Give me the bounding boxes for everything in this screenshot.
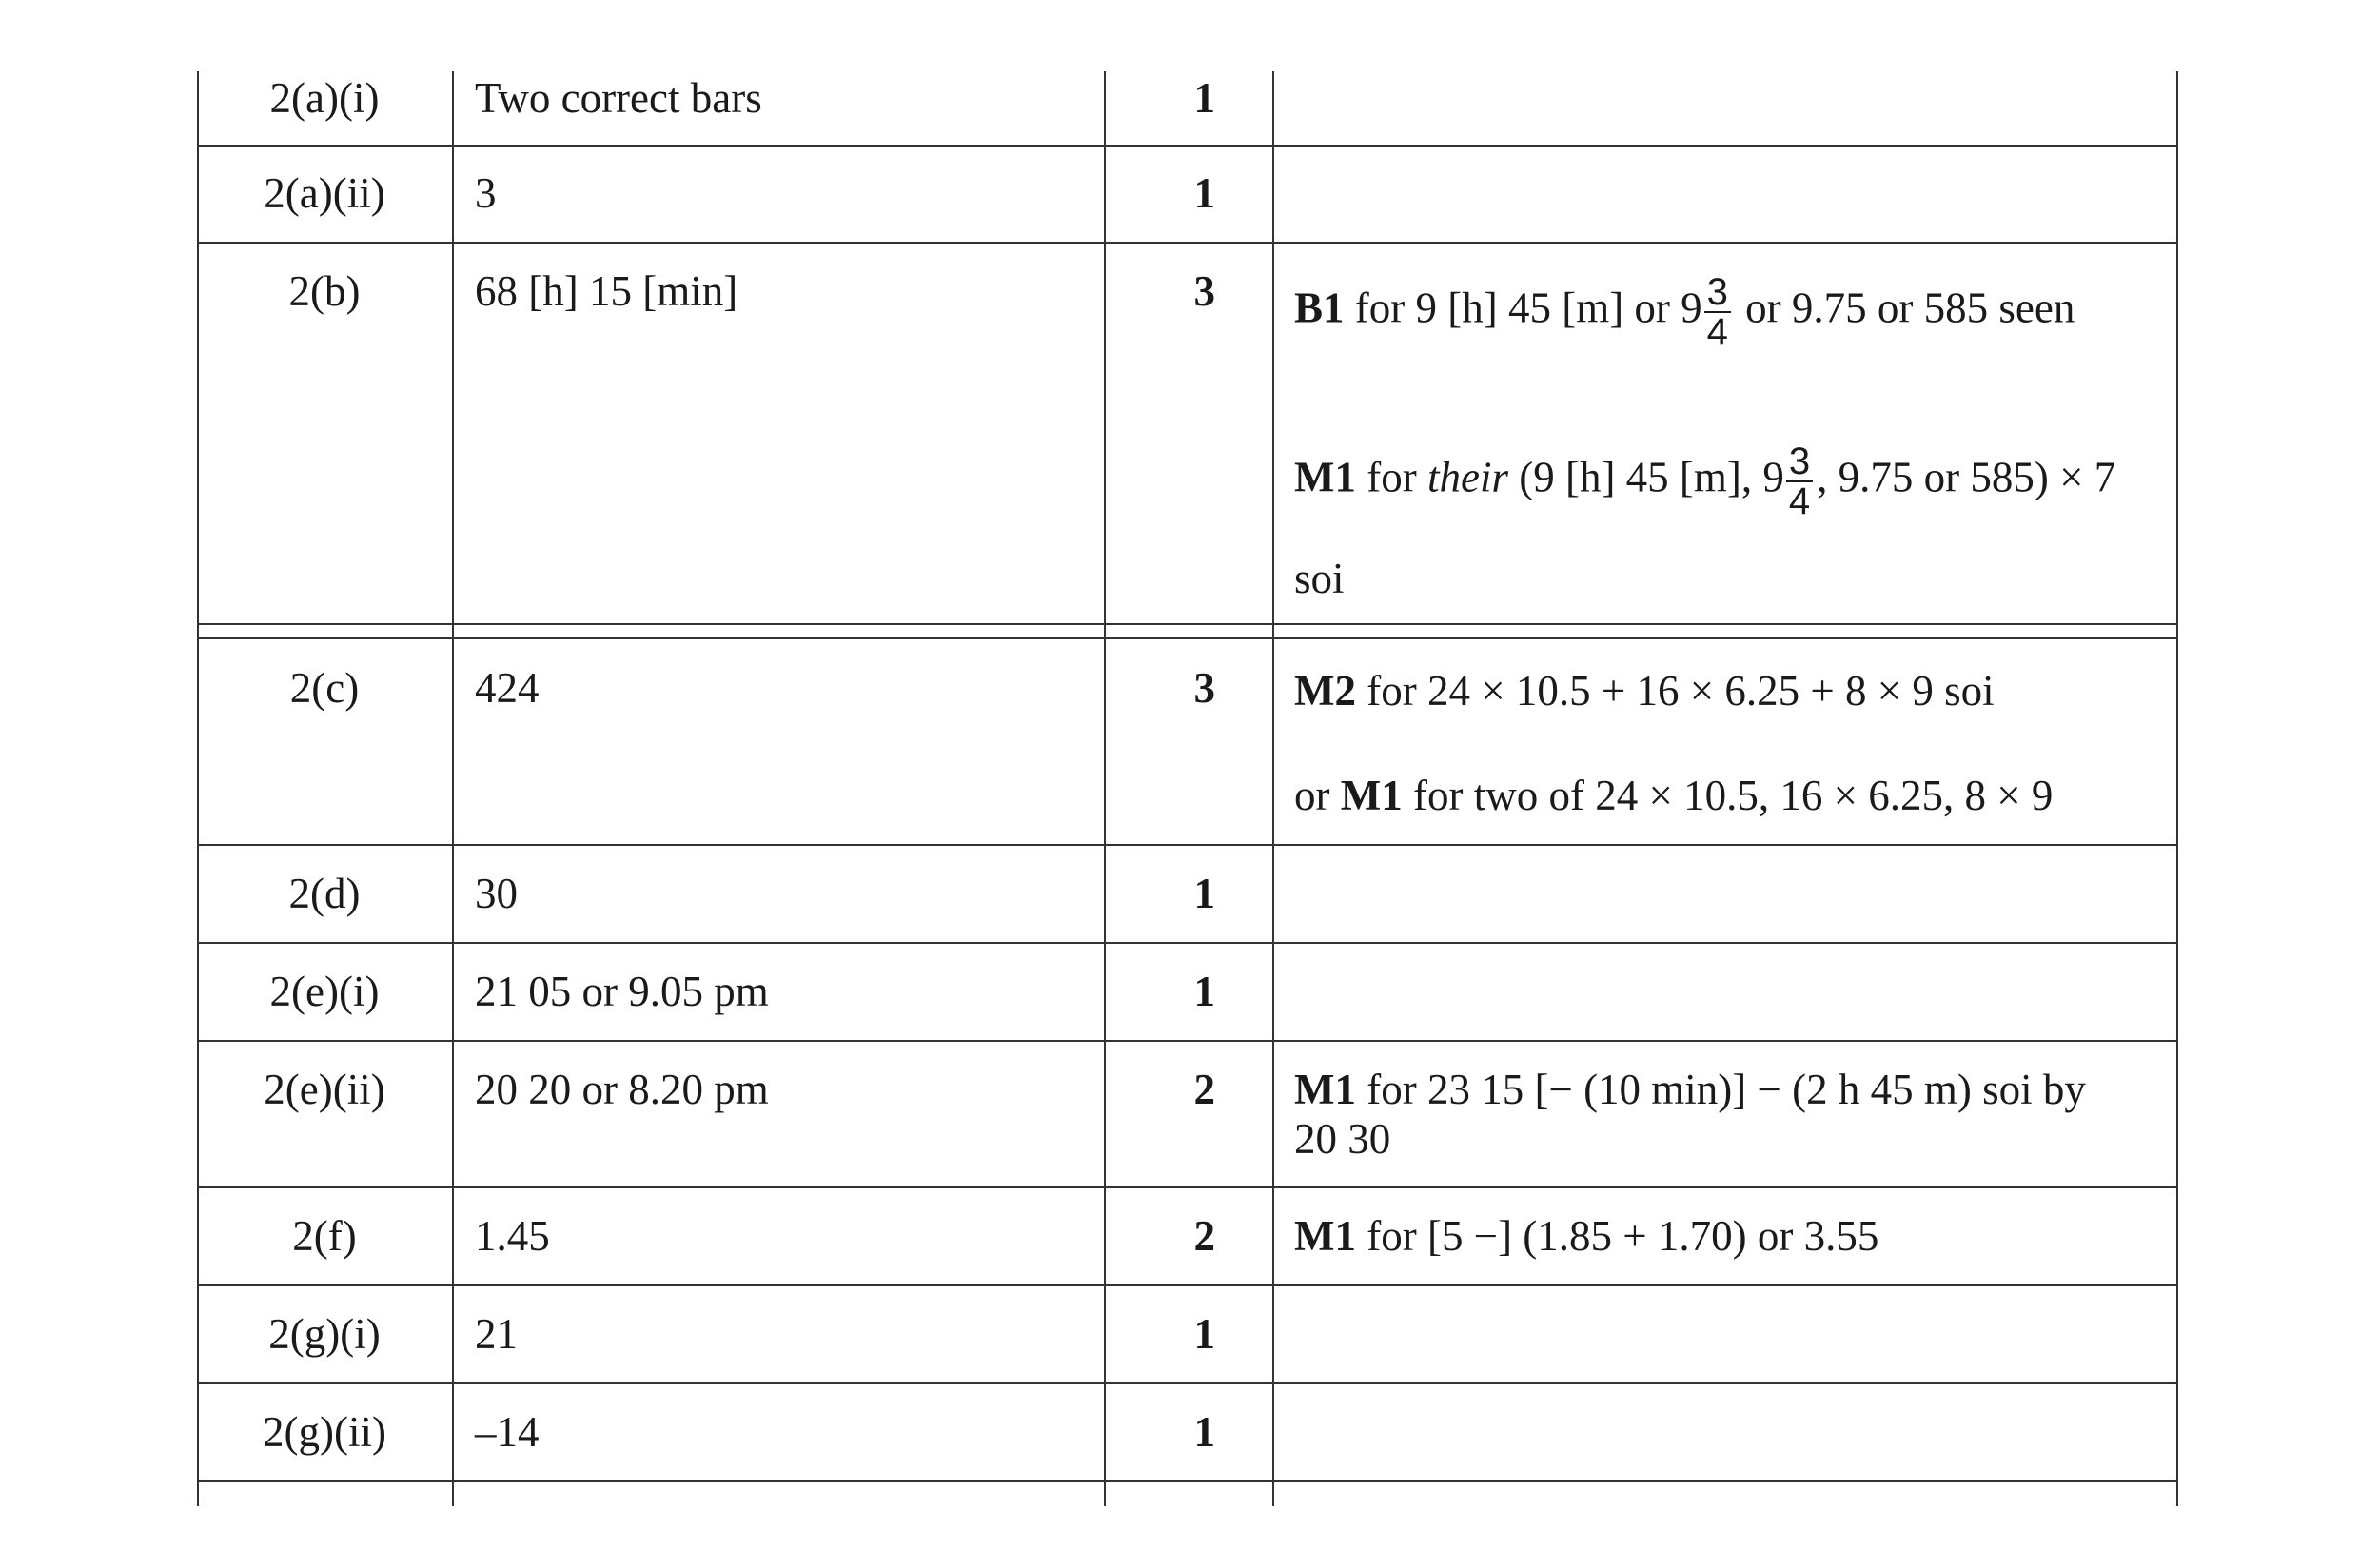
row-line (197, 145, 2176, 147)
row-line (197, 1382, 2176, 1384)
marks: 1 (1193, 968, 1215, 1015)
marks: 1 (1193, 870, 1215, 917)
question-number: 2(e)(i) (269, 968, 380, 1015)
mark-scheme-table (197, 71, 2176, 1506)
mark-code: B1 (1294, 284, 1345, 332)
guidance-text: for (1355, 453, 1427, 501)
answer: 3 (475, 169, 497, 217)
row-line (197, 844, 2176, 846)
mark-code: M1 (1294, 1066, 1356, 1113)
marks: 1 (1193, 169, 1215, 217)
fraction (1704, 273, 1731, 351)
guidance-continuation: soi (1294, 555, 1345, 602)
question-number: 2(b) (288, 267, 361, 315)
question-number: 2(g)(i) (268, 1310, 381, 1358)
guidance-b1 (1294, 273, 2075, 351)
row-line (197, 623, 2176, 625)
row-line (197, 1284, 2176, 1286)
marks: 1 (1193, 1310, 1215, 1358)
answer: 1.45 (475, 1212, 550, 1260)
question-number: 2(g)(ii) (263, 1408, 386, 1456)
answer: –14 (475, 1408, 540, 1456)
guidance-m2 (1294, 664, 1995, 717)
guidance-text: for 9 [h] 45 [m] or 9 (1344, 284, 1702, 332)
fraction (1786, 442, 1813, 520)
row-line (197, 1480, 2176, 1482)
marks: 3 (1193, 267, 1215, 315)
guidance-text: for two of 24 × 10.5, 16 × 6.25, 8 × 9 (1402, 772, 2054, 819)
answer: 20 20 or 8.20 pm (475, 1066, 769, 1113)
guidance-m1 (1294, 1209, 1878, 1263)
question-number: 2(f) (292, 1212, 357, 1260)
mark-code: M2 (1294, 667, 1356, 715)
answer: 21 05 or 9.05 pm (475, 968, 769, 1015)
guidance-m1 (1294, 1063, 2086, 1116)
answer: 424 (475, 664, 540, 712)
question-number: 2(c) (289, 664, 360, 712)
guidance-m1 (1294, 442, 2115, 520)
column-line (2176, 71, 2178, 1506)
fraction-numerator: 3 (1704, 273, 1731, 313)
question-number: 2(a)(i) (269, 74, 380, 122)
row-line (197, 242, 2176, 244)
fraction-denominator: 4 (1788, 480, 1811, 522)
question-number: 2(a)(ii) (264, 169, 385, 217)
marks: 3 (1193, 664, 1215, 712)
guidance-text: (9 [h] 45 [m], 9 (1507, 453, 1784, 501)
row-line (197, 942, 2176, 944)
guidance-text: , 9.75 or 585) × 7 (1817, 453, 2116, 501)
row-line (197, 1186, 2176, 1188)
answer: Two correct bars (475, 74, 762, 122)
answer: 30 (475, 870, 518, 917)
marks: 2 (1193, 1212, 1215, 1260)
row-line (197, 1040, 2176, 1042)
mark-code: M1 (1294, 1212, 1356, 1260)
guidance-text: for 23 15 [− (10 min)] − (2 h 45 m) soi by (1355, 1066, 2086, 1113)
column-line (452, 71, 454, 1506)
guidance-italic: their (1426, 453, 1508, 501)
guidance-text: or (1294, 772, 1341, 819)
question-number: 2(e)(ii) (264, 1066, 385, 1113)
guidance-text: for 24 × 10.5 + 16 × 6.25 + 8 × 9 soi (1355, 667, 1995, 715)
marks: 1 (1193, 74, 1215, 122)
marks: 2 (1193, 1066, 1215, 1113)
guidance-or-m1 (1294, 769, 2053, 822)
fraction-numerator: 3 (1786, 442, 1813, 482)
fraction-denominator: 4 (1706, 311, 1728, 353)
answer: 68 [h] 15 [min] (475, 267, 738, 315)
question-number: 2(d) (288, 870, 361, 917)
column-line (1272, 71, 1274, 1506)
guidance-continuation: 20 30 (1294, 1115, 1391, 1163)
guidance-text: or 9.75 or 585 seen (1734, 284, 2075, 332)
guidance-text: for [5 −] (1.85 + 1.70) or 3.55 (1355, 1212, 1879, 1260)
mark-code: M1 (1294, 453, 1356, 501)
marks: 1 (1193, 1408, 1215, 1456)
answer: 21 (475, 1310, 518, 1358)
row-line (197, 637, 2176, 639)
mark-code: M1 (1340, 772, 1403, 819)
